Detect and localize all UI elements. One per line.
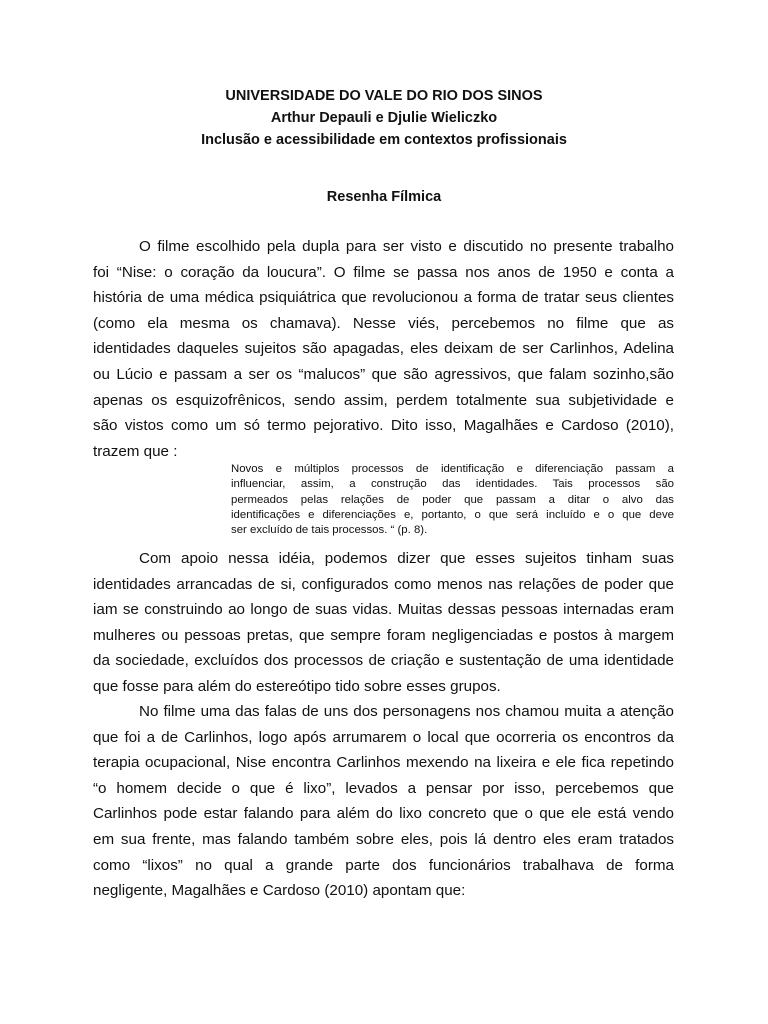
paragraph-line: são vistos como um só termo pejorativo. Dito isso, Magalhães e Cardoso (2010), — [93, 417, 674, 435]
paragraph-line: que foi a de Carlinhos, logo após arrumarem o local que ocorreria os encontros da — [93, 728, 674, 746]
quote-line: identificações e diferenciações e, portanto, o que será incluído e o que deve — [231, 508, 674, 521]
paragraph-line: como “lixos” no qual a grande parte dos funcionários trabalhava de forma — [93, 856, 674, 874]
paragraph-line: Com apoio nessa idéia, podemos dizer que esses sujeitos tinham suas — [139, 550, 674, 567]
quote-line: Novos e múltiplos processos de identificação e diferenciação passam a — [231, 463, 674, 475]
authors: Arthur Depauli e Djulie Wieliczko — [270, 110, 498, 126]
document-header — [0, 85, 768, 151]
course-title: Inclusão e acessibilidade em contextos profissionais — [201, 132, 567, 148]
quote-line: influenciar, assim, a construção das identidades. Tais processos são — [231, 478, 674, 491]
paragraph-line: em sua frente, mas falando também sobre eles, pois lá dentro eles eram tratados — [93, 830, 674, 848]
paragraph-line: terapia ocupacional, Nise encontra Carlinhos mexendo na lixeira e ele fica repetindo — [93, 754, 674, 772]
paragraph-line: “o homem decide o que é lixo”, levados a pensar por isso, percebemos que — [93, 779, 674, 797]
paragraph-line: identidades arrancadas de si, configurados como menos nas relações de poder que — [93, 575, 674, 593]
paragraph-line: mulheres ou pessoas pretas, que sempre foram negligenciadas e postos à margem — [93, 626, 674, 644]
university-name: UNIVERSIDADE DO VALE DO RIO DOS SINOS — [225, 88, 543, 104]
paragraph-line: negligente, Magalhães e Cardoso (2010) apontam que: — [93, 882, 466, 900]
paragraph-line: iam se construindo ao longo de suas vidas. Muitas dessas pessoas internadas eram — [93, 601, 674, 619]
paragraph-line: (como ela mesma os chamava). Nesse viés, percebemos no filme que as — [93, 314, 674, 332]
quote-line: ser excluído de tais processos. “ (p. 8). — [231, 524, 428, 537]
paragraph-2 — [93, 546, 674, 700]
paragraph-line: história de uma médica psiquiátrica que revolucionou a forma de tratar seus clientes — [93, 289, 674, 307]
paragraph-line: da sociedade, excluídos dos processos de criação e sustentação de uma identidade — [93, 652, 674, 670]
section-title: Resenha Fílmica — [326, 189, 442, 205]
quote-line: permeados pelas relações de poder que passam a ditar o alvo das — [231, 493, 674, 506]
paragraph-line: apenas os esquizofrênicos, sendo assim, perdem totalmente sua subjetividade e — [93, 391, 674, 409]
paragraph-line: No filme uma das falas de uns dos personagens nos chamou muita a atenção — [139, 703, 674, 720]
paragraph-line: O filme escolhido pela dupla para ser visto e discutido no presente trabalho — [139, 238, 674, 255]
paragraph-3 — [93, 699, 674, 904]
block-quote — [231, 462, 674, 538]
paragraph-line: ou Lúcio e passam a ser os “malucos” que são agressivos, que falam sozinho,são — [93, 365, 674, 383]
paragraph-1 — [93, 234, 674, 464]
paragraph-line: foi “Nise: o coração da loucura”. O filme se passa nos anos de 1950 e conta a — [93, 263, 674, 281]
paragraph-line: Carlinhos pode estar falando para além do lixo concreto que o que ele está vendo — [93, 805, 674, 823]
paragraph-line: identidades daqueles sujeitos são apagadas, eles deixam de ser Carlinhos, Adelina — [93, 340, 674, 358]
paragraph-line: trazem que : — [93, 442, 178, 460]
paragraph-line: que fosse para além do estereótipo tido sobre esses grupos. — [93, 677, 501, 695]
